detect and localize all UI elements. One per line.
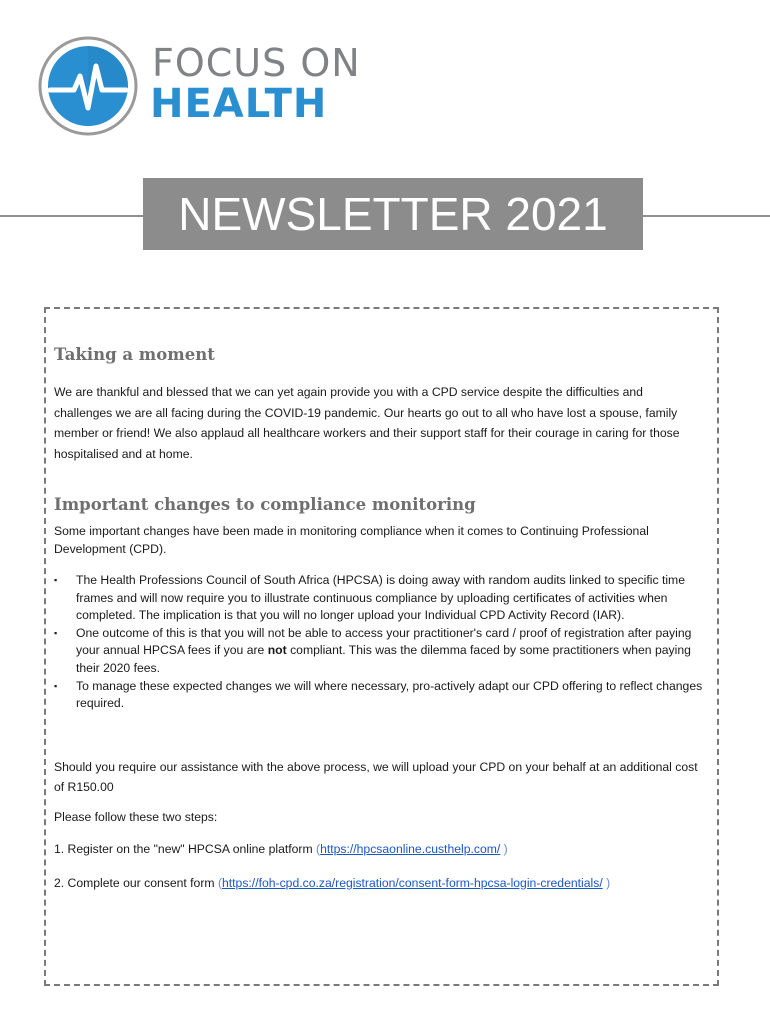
list-item-text: To manage these expected changes we will where necessary, pro-actively adapt our CPD offering to reflect changes required. <box>76 678 703 711</box>
section-heading-compliance: Important changes to compliance monitoring <box>54 495 476 514</box>
list-item-text: One outcome of this is that you will not be able to access your practitioner's card / proof of registration after paying your annual HPCSA fees if you are <box>76 625 692 658</box>
banner-rule-left <box>0 215 144 217</box>
step-2-open-paren: ( <box>217 875 222 890</box>
section-body-taking-a-moment: We are thankful and blessed that we can yet again provide you with a CPD service despite the difficulties and challenges we are all facing during the COVID-19 pandemic. Our hearts go out to all who have lost a spouse, family member or friend! We also applaud all healthcare workers and their support staff for their courage in caring for those hospitalised and at home. <box>54 385 680 461</box>
step-2 <box>54 873 704 894</box>
heartbeat-pulse-icon <box>38 36 138 136</box>
newsletter-content <box>54 344 704 893</box>
step-1-open-paren: ( <box>316 842 321 857</box>
list-item <box>54 572 704 625</box>
step-1 <box>54 839 704 860</box>
brand-logo <box>38 36 138 136</box>
emphasis-not: not <box>267 643 287 658</box>
list-item <box>54 678 704 713</box>
bullet-icon: ▪ <box>54 627 58 638</box>
section-intro-compliance: Some important changes have been made in monitoring compliance when it comes to Continuing Professional Development (CPD). <box>54 524 649 556</box>
brand-name-line2: HEALTH <box>150 81 328 127</box>
newsletter-banner: NEWSLETTER 2021 <box>143 178 643 250</box>
list-item-text: The Health Professions Council of South Africa (HPCSA) is doing away with random audits linked to specific time frames and will now require you to illustrate continuous compliance by uploading certificates of activities when completed. The implication is that you will no longer upload your Individual CPD Activity Record (IAR). <box>76 573 685 623</box>
step-2-close-paren: ) <box>602 875 611 890</box>
steps-intro: Please follow these two steps: <box>54 809 218 824</box>
brand-name-line1: FOCUS ON <box>152 41 361 85</box>
step-2-text: 2. Complete our consent form <box>54 875 218 890</box>
list-item-text: compliant. This was the dilemma faced by some practitioners when paying their 2020 fees. <box>76 643 691 675</box>
step-1-close-paren: ) <box>500 842 508 857</box>
section-heading-taking-a-moment: Taking a moment <box>54 345 215 364</box>
bullet-icon: ▪ <box>54 575 58 585</box>
step-1-text: 1. Register on the "new" HPCSA online platform <box>54 842 317 857</box>
consent-form-link[interactable]: https://foh-cpd.co.za/registration/consent-form-hpcsa-login-credentials/ <box>222 875 603 890</box>
banner-rule-right <box>642 215 770 217</box>
list-item <box>54 625 704 678</box>
bullet-icon: ▪ <box>54 680 58 691</box>
compliance-bullet-list <box>54 572 704 713</box>
hpcsa-online-link[interactable]: https://hpcsaonline.custhelp.com/ <box>320 842 501 857</box>
assistance-paragraph: Should you require our assistance with the above process, we will upload your CPD on your behalf at an additional cost of R150.00 <box>54 759 698 794</box>
